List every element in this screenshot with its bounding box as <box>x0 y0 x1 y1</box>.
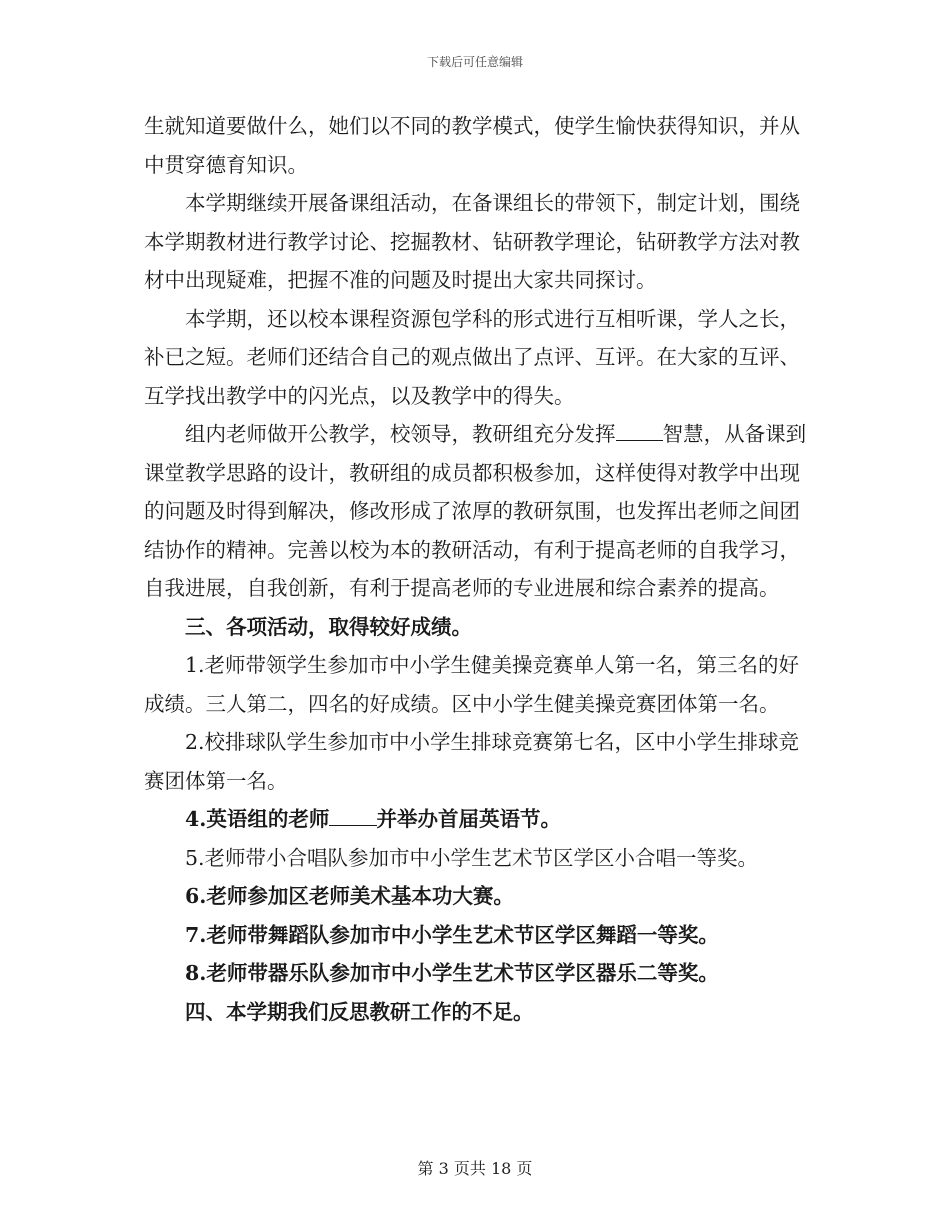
blank-underline <box>329 807 376 826</box>
list-item-2: 2.校排球队学生参加市中小学生排球竞赛第七名，区中小学生排球竞赛团体第一名。 <box>144 730 800 793</box>
list-item-5: 5.老师带小合唱队参加市中小学生艺术节区学区小合唱一等奖。 <box>185 845 759 870</box>
list-item-4-start: 4.英语组的老师 <box>185 807 330 831</box>
list-item-7: 7.老师带舞蹈队参加市中小学生艺术节区学区舞蹈一等奖。 <box>185 922 719 947</box>
list-item-1: 1.老师带领学生参加市中小学生健美操竞赛单人第一名，第三名的好成绩。三人第二，四名的好成绩。区中小学生健美操竞赛团体第一名。 <box>144 653 800 716</box>
paragraph-open-teaching <box>144 415 812 608</box>
section-heading-4: 四、本学期我们反思教研工作的不足。 <box>185 999 534 1024</box>
paragraph-open-teaching-start: 组内老师做开公教学，校领导，教研组充分发挥 <box>185 422 616 446</box>
paragraph-peer-review: 本学期，还以校本课程资源包学科的形式进行互相听课，学人之长，补已之短。老师们还结合自己的观点做出了点评、互评。在大家的互评、互学找出教学中的闪光点，以及教学中的得失。 <box>144 306 800 408</box>
blank-underline <box>616 422 663 441</box>
page-footer: 第 3 页共 18 页 <box>417 1159 533 1178</box>
section-heading-3: 三、各项活动，取得较好成绩。 <box>185 614 472 639</box>
list-item-4 <box>144 800 812 839</box>
document-body <box>144 107 812 1031</box>
list-item-4-end: 并举办首届英语节。 <box>376 807 562 831</box>
paragraph-continuation: 生就知道要做什么，她们以不同的教学模式，使学生愉快获得知识，并从中贯穿德育知识。 <box>144 114 800 177</box>
list-item-8: 8.老师带器乐队参加市中小学生艺术节区学区器乐二等奖。 <box>185 961 719 985</box>
paragraph-lesson-group: 本学期继续开展备课组活动，在备课组长的带领下，制定计划，围绕本学期教材进行教学讨论、挖掘教材、钻研教学理论，钻研教学方法对教材中出现疑难，把握不准的问题及时提出大家共同探讨。 <box>144 191 800 292</box>
list-item-6: 6.老师参加区老师美术基本功大赛。 <box>185 884 514 908</box>
page-header: 下载后可任意编辑 <box>426 55 523 69</box>
paragraph-open-teaching-end: 智慧，从备课到课堂教学思路的设计，教研组的成员都积极参加，这样使得对教学中出现的问题及时得到解决，修改形成了浓厚的教研氛围，也发挥出老师之间团结协作的精神。完善以校为本的教研活动，有利于提高老师的自我学习，自我进展，自我创新，有利于提高老师的专业进展和综合素养的提高。 <box>144 422 807 600</box>
